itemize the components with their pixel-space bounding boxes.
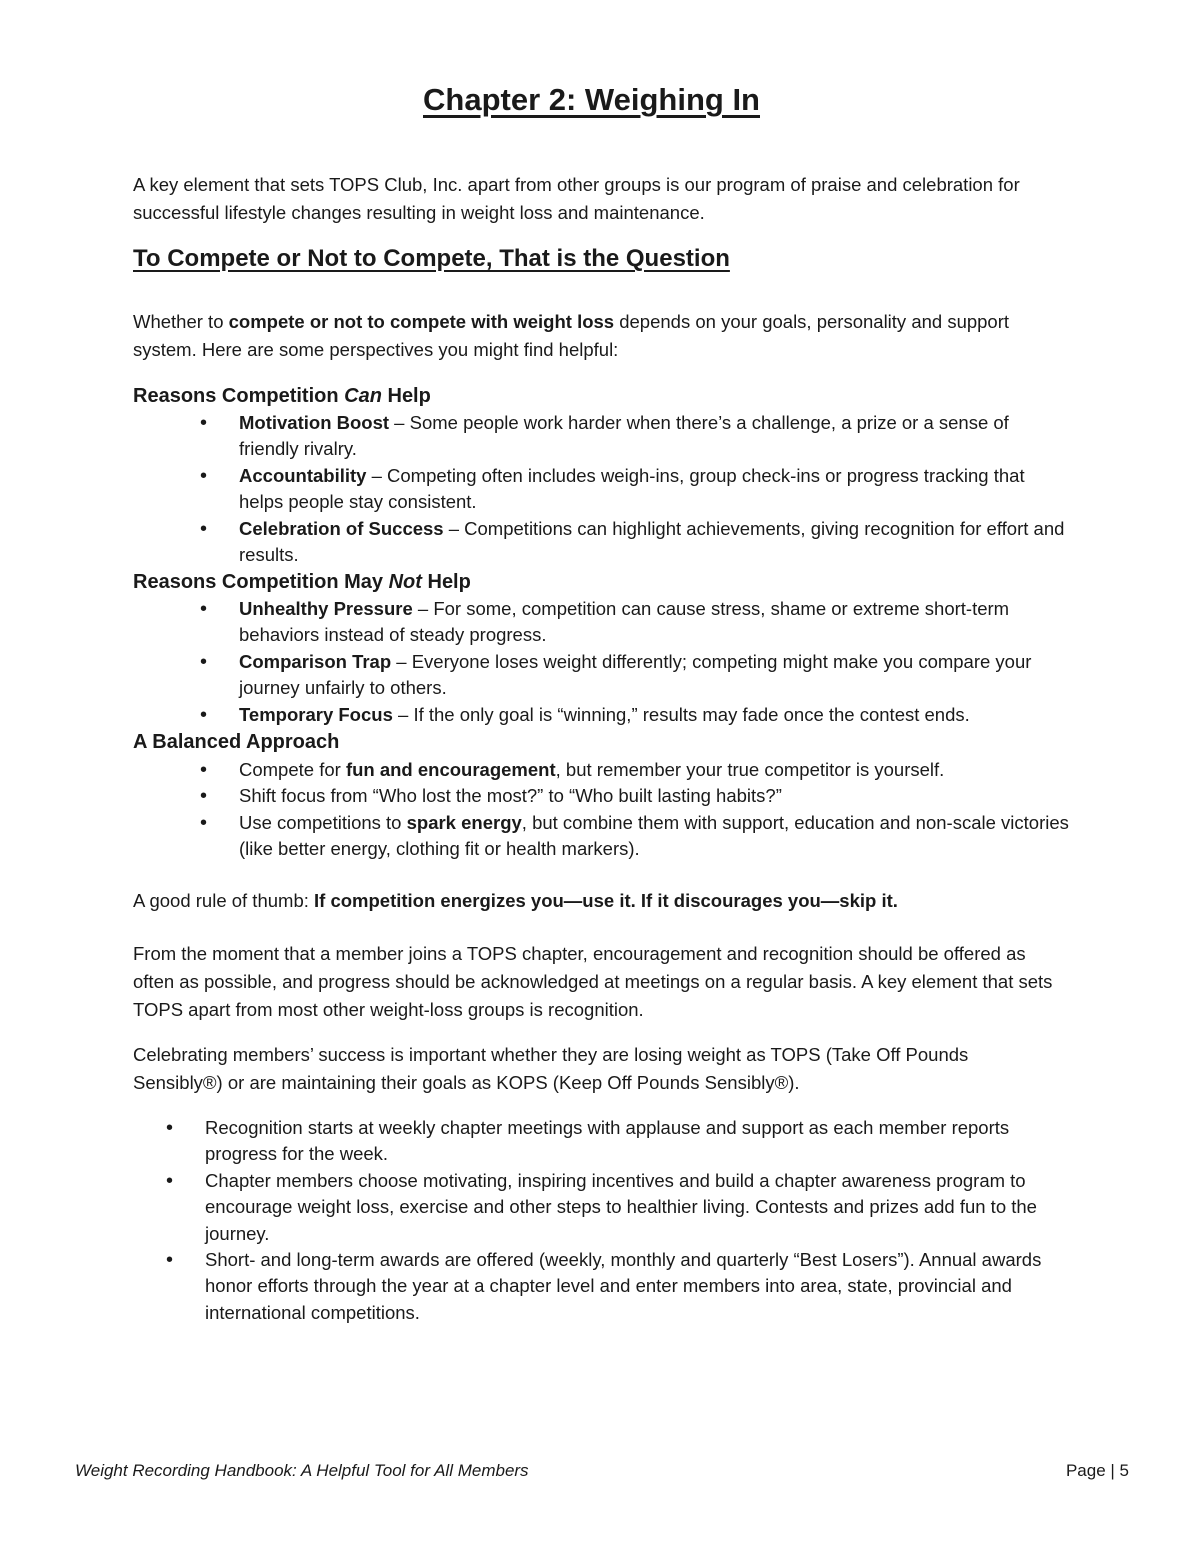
lead-bold: compete or not to compete with weight loss <box>228 311 615 332</box>
intro-paragraph: A key element that sets TOPS Club, Inc. apart from other groups is our program of praise and celebration for successful lifestyle changes resulting in weight loss and maintenance. <box>133 174 1020 223</box>
not-help-heading-post: Help <box>421 571 471 593</box>
item-text: – Some people work harder when there’s a challenge, a prize or a sense of friendly rivalry. <box>239 412 1009 460</box>
balanced-list <box>200 757 1070 863</box>
page-title: Chapter 2: Weighing In <box>423 82 760 117</box>
can-help-heading-pre: Reasons Competition <box>133 385 345 407</box>
recognition-paragraph: From the moment that a member joins a TOPS chapter, encouragement and recognition should be offered as often as possible, and progress should be acknowledged at meetings on a regular basis. A key element that sets TOPS apart from most other weight-loss groups is recognition. <box>133 943 1053 1020</box>
item-post: , but combine them with support, education and non-scale victories (like better energy, clothing fit or health markers). <box>239 811 1069 860</box>
rule-bold: If competition energizes you—use it. If it discourages you—skip it. <box>314 890 898 911</box>
item-pre: Compete for <box>239 759 346 780</box>
item-bold: Unhealthy Pressure <box>239 598 413 619</box>
recognition-list <box>166 1115 1046 1326</box>
item-text: – Competitions can highlight achievements, giving recognition for effort and results. <box>239 517 1065 566</box>
can-help-list <box>200 410 1070 568</box>
list-item <box>200 463 1070 516</box>
not-help-list <box>200 596 1070 728</box>
list-item: • Short- and long-term awards are offered (weekly, monthly and quarterly “Best Losers”). Annual awards honor efforts through the year at a chapter level and enter members into area, state, provincial and international competitions. <box>166 1247 1046 1326</box>
celebrating-paragraph: Celebrating members’ success is important whether they are losing weight as TOPS (Take Off Pounds Sensibly®) or are maintaining their goals as KOPS (Keep Off Pounds Sensibly®). <box>133 1044 969 1093</box>
rule-prefix: A good rule of thumb: <box>133 890 315 911</box>
item-bold: spark energy <box>406 811 522 833</box>
lead-suffix: depends on your goals, personality and support system. Here are some perspectives you might find helpful: <box>133 311 1010 360</box>
item-text: – Everyone loses weight differently; competing might make you compare your journey unfairly to others. <box>239 650 1032 699</box>
page-number: Page | 5 <box>1065 1461 1129 1480</box>
footer-title: Weight Recording Handbook: A Helpful Tool for All Members <box>75 1461 529 1480</box>
lead-prefix: Whether to <box>133 311 229 332</box>
list-item <box>200 410 1070 463</box>
list-item <box>200 596 1070 649</box>
list-item <box>200 810 1070 863</box>
item-bold: Celebration of Success <box>239 517 444 539</box>
item-text: – If the only goal is “winning,” results may fade once the contest ends. <box>392 703 970 725</box>
can-help-heading-post: Help <box>381 385 431 407</box>
item-text: – Competing often includes weigh-ins, group check-ins or progress tracking that helps people stay consistent. <box>239 464 1025 513</box>
item-bold: Comparison Trap <box>239 650 392 672</box>
section-heading: To Compete or Not to Compete, That is the Question <box>133 245 730 272</box>
item-bold: Temporary Focus <box>239 703 393 725</box>
not-help-heading-em: Not <box>388 571 422 593</box>
item-pre: Shift focus from “Who lost the most?” to “Who built lasting habits?” <box>239 785 782 807</box>
list-item: • Recognition starts at weekly chapter meetings with applause and support as each member reports progress for the week. <box>166 1115 1046 1168</box>
item-bold: Motivation Boost <box>239 412 390 433</box>
not-help-heading-pre: Reasons Competition May <box>133 571 389 593</box>
balanced-heading: A Balanced Approach <box>133 731 340 753</box>
can-help-heading-em: Can <box>344 385 382 407</box>
section-lead-paragraph <box>133 308 1063 364</box>
list-item: • Chapter members choose motivating, inspiring incentives and build a chapter awareness program to encourage weight loss, exercise and other steps to healthier living. Contests and prizes add fun to the journey. <box>166 1168 1046 1247</box>
item-bold: fun and encouragement <box>345 759 556 780</box>
list-item <box>200 757 1070 783</box>
list-item <box>200 702 1070 728</box>
item-pre: Use competitions to <box>239 811 407 833</box>
can-help-heading <box>133 383 431 409</box>
rule-of-thumb <box>133 887 1063 915</box>
item-bold: Accountability <box>239 464 367 486</box>
list-item <box>200 649 1070 702</box>
list-item <box>200 783 1070 809</box>
list-item <box>200 516 1070 569</box>
not-help-heading <box>133 569 471 595</box>
item-post: , but remember your true competitor is yourself. <box>555 759 945 780</box>
item-text: – For some, competition can cause stress, shame or extreme short-term behaviors instead of steady progress. <box>239 598 1010 646</box>
